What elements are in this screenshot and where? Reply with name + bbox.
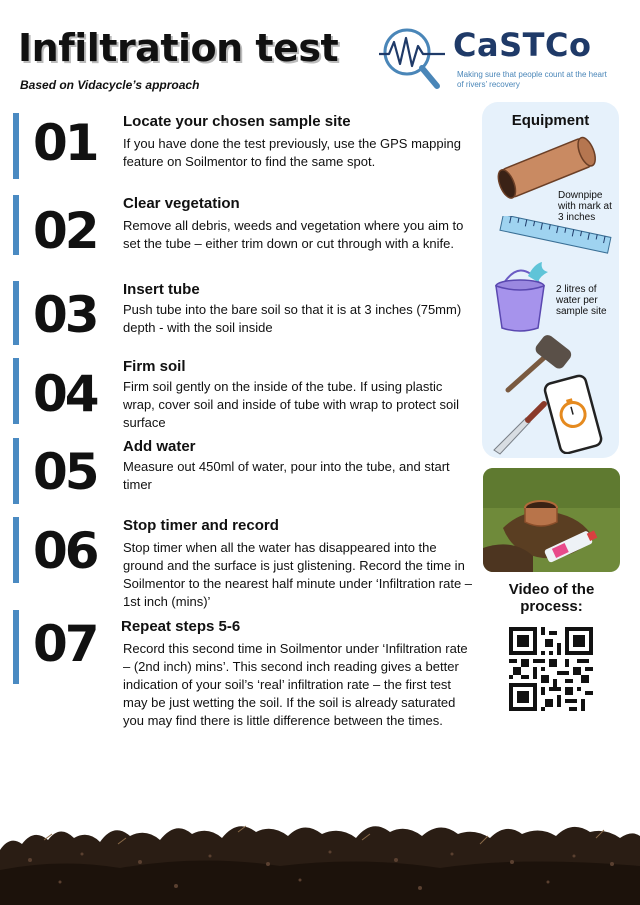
step-body: Remove all debris, weeds and vegetation where you aim to set the tube – either trim down or cut through with a knife. [123, 218, 464, 251]
step-body: Push tube into the bare soil so that it is at 3 inches (75mm) depth - with the soil inside [123, 302, 462, 335]
step-body: Firm soil gently on the inside of the tube. If using plastic wrap, cover soil and inside of tube with wrap to protect soil surface [123, 379, 460, 430]
tube-in-soil-photo [483, 468, 620, 572]
step-number: 02 [33, 202, 97, 260]
step-01 [13, 113, 473, 183]
step-body: Stop timer when all the water has disappeared into the ground and the surface is just glistening. Record the time in Soilmentor to the nearest half minute under ‘Infiltration rate – 1st inch (mins)’ [123, 540, 473, 609]
soil-border-image [0, 810, 640, 905]
step-accent-bar [13, 281, 19, 345]
step-accent-bar [13, 195, 19, 255]
step-accent-bar [13, 610, 19, 684]
phone-timer-icon [540, 374, 610, 454]
page-title: Infiltration test [18, 26, 339, 70]
logo-tagline: Making sure that people count at the heart of rivers’ recovery [457, 70, 607, 89]
step-heading: Insert tube [123, 281, 200, 298]
castco-logo [375, 24, 625, 94]
step-number: 03 [33, 286, 97, 344]
step-number: 06 [33, 522, 97, 580]
downpipe-label: Downpipe with mark at 3 inches [558, 190, 612, 223]
ruler-icon [496, 216, 616, 256]
logo-text: CaSTCo [453, 26, 592, 64]
step-accent-bar [13, 113, 19, 179]
step-07 [13, 610, 473, 728]
video-title: Video of the process: [508, 581, 595, 615]
step-body: If you have done the test previously, use the GPS mapping feature on Soilmentor to find the same spot. [123, 136, 461, 169]
page-subtitle: Based on Vidacycle’s approach [20, 78, 200, 92]
water-label: 2 litres of water per sample site [556, 284, 607, 317]
step-05 [13, 438, 473, 508]
step-number: 07 [33, 615, 97, 673]
step-accent-bar [13, 438, 19, 504]
step-accent-bar [13, 358, 19, 424]
step-heading: Firm soil [123, 358, 186, 375]
step-number: 04 [33, 365, 97, 423]
bucket-icon [488, 254, 558, 334]
step-heading: Add water [123, 438, 196, 455]
step-heading: Locate your chosen sample site [123, 113, 351, 130]
magnifier-wave-icon [375, 24, 449, 94]
step-04 [13, 358, 473, 428]
step-accent-bar [13, 517, 19, 583]
step-heading: Clear vegetation [123, 195, 240, 212]
step-number: 05 [33, 443, 97, 501]
equipment-title: Equipment [511, 112, 590, 129]
step-body: Record this second time in Soilmentor under ‘Infiltration rate – (2nd inch) mins’. This second inch reading gives a better indication of your soil’s ‘real’ infiltration rate – the first test may be just wetting the soil. If the soil is already saturated you may find there is little difference between the times. [123, 641, 468, 728]
step-body: Measure out 450ml of water, pour into the tube, and start timer [123, 459, 450, 492]
step-heading: Repeat steps 5-6 [121, 618, 241, 635]
step-02 [13, 195, 473, 265]
qr-code[interactable] [509, 627, 593, 711]
step-heading: Stop timer and record [123, 517, 279, 534]
step-06 [13, 517, 473, 607]
step-03 [13, 281, 473, 351]
step-number: 01 [33, 114, 97, 172]
equipment-panel [482, 102, 619, 458]
